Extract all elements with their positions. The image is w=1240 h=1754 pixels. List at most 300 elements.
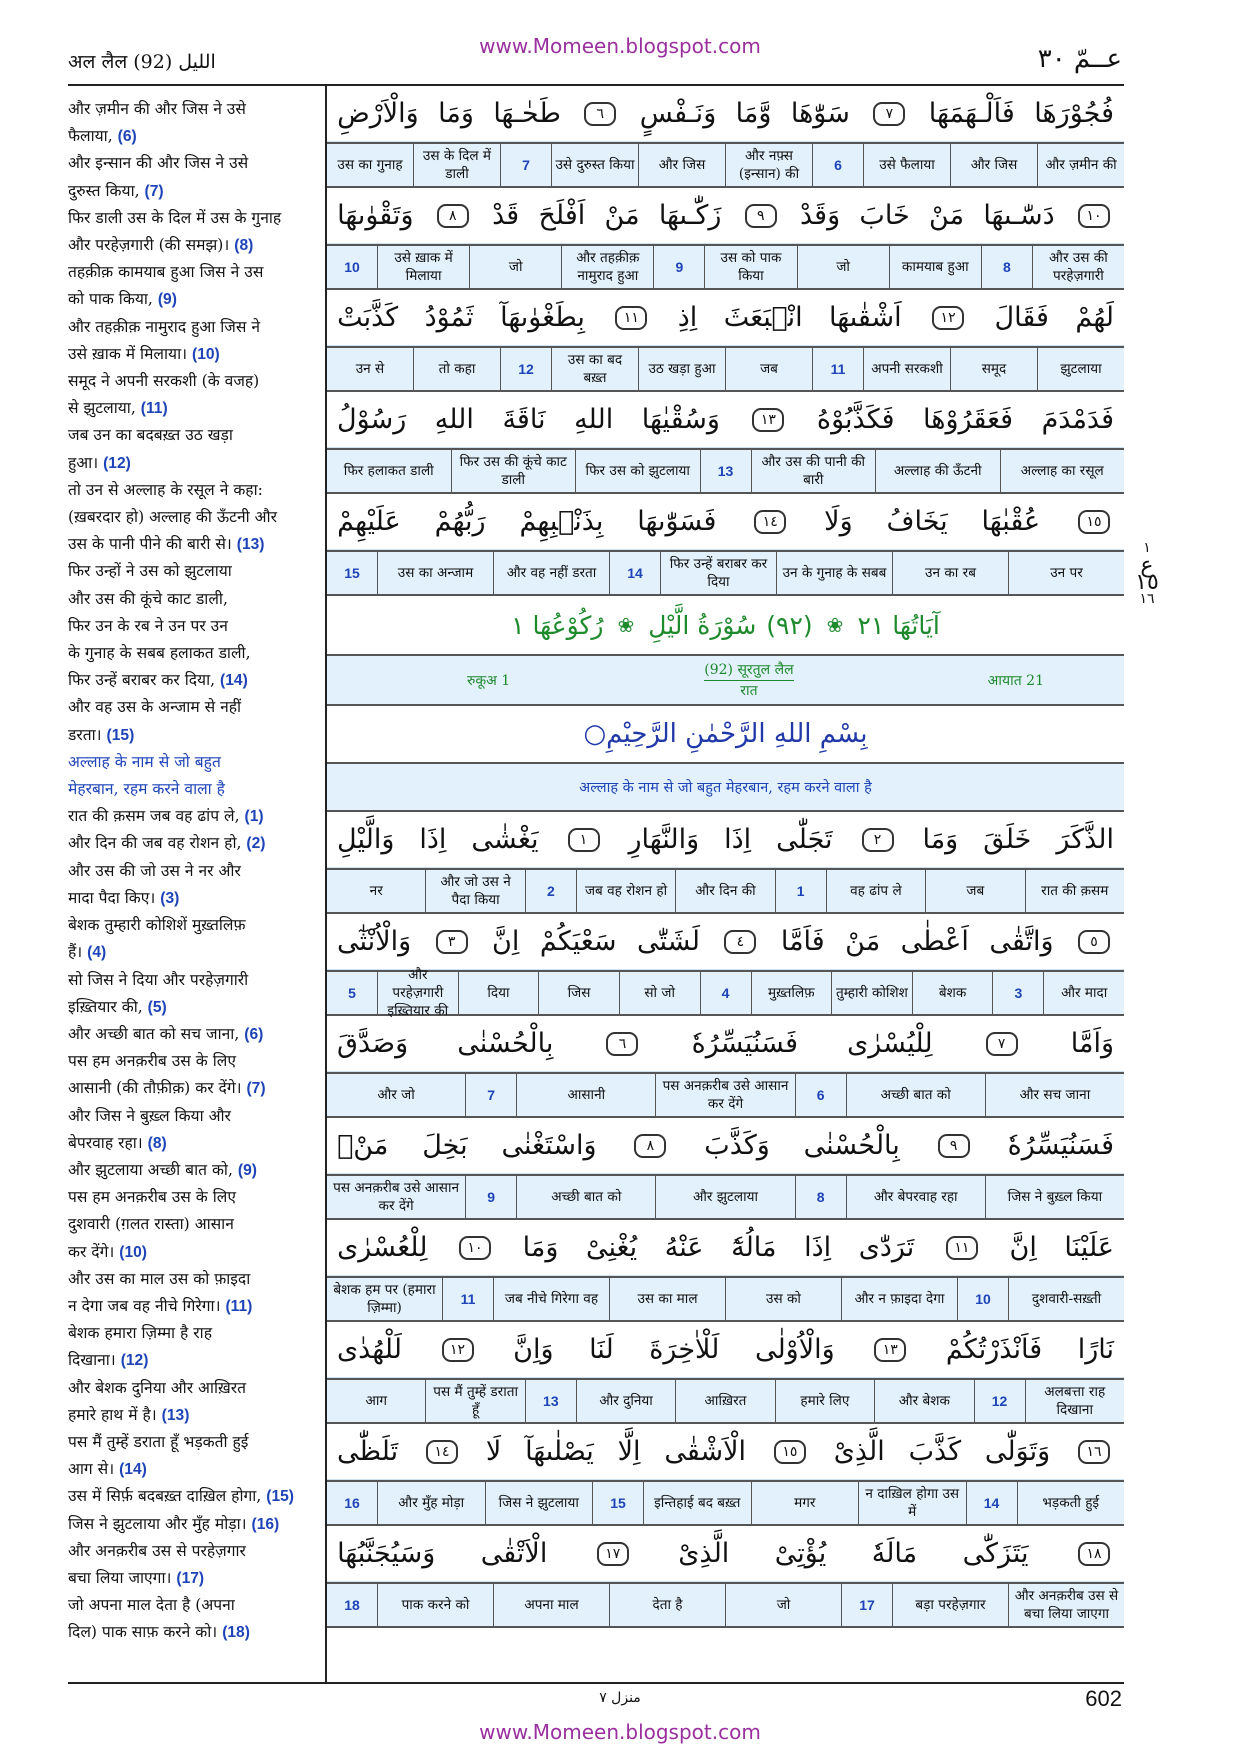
word-translation-cell: और नफ़्स (इन्सान) की <box>725 144 812 186</box>
arabic-word: ثَمُوْدُ <box>424 302 474 333</box>
site-url-bottom[interactable]: www.Momeen.blogspot.com <box>479 1720 761 1744</box>
verse-number: (2) <box>246 835 266 853</box>
word-translation-row <box>327 1174 1124 1220</box>
translation-text: और बेशक दुनिया और आख़िरत <box>68 1378 247 1397</box>
word-translation-cell: अल्लाह की ऊँटनी <box>875 450 1000 492</box>
arabic-word: اِذِ <box>677 302 698 333</box>
arabic-ayah-row <box>327 392 1124 448</box>
word-translation-cell: जिस ने बुख़्ल किया <box>985 1176 1124 1218</box>
ruku-info: रुकूअ 1 <box>467 672 511 689</box>
arabic-word: فَقَالَ <box>994 302 1049 333</box>
verse-number: (16) <box>251 1515 280 1533</box>
word-translation-row <box>327 1276 1124 1322</box>
translation-line <box>68 341 320 368</box>
verse-number: (4) <box>87 944 107 962</box>
verse-number-cell: 7 <box>500 144 551 186</box>
translation-text: फिर उन्हें बराबर कर दिया, <box>68 671 216 690</box>
arabic-word: مَالُهٗٓ <box>731 1232 777 1263</box>
arabic-word: وَتَوَلّٰى <box>984 1436 1051 1467</box>
word-translation-cell: जो <box>797 246 889 288</box>
word-translation-cell: और मुँह मोड़ा <box>377 1482 485 1524</box>
verse-number-cell: 5 <box>348 985 356 1001</box>
word-translation-cell: आग <box>365 1393 387 1409</box>
arabic-word: اَشْقٰىهَا <box>829 302 902 333</box>
verse-number: (8) <box>234 237 254 255</box>
arabic-word: كَذَّبَ <box>908 1436 962 1467</box>
word-translation-cell: दुशवारी-सख़्ती <box>1008 1278 1124 1320</box>
word-translation-cell: जो <box>725 1584 841 1626</box>
flower-icon: ❀ <box>617 613 635 637</box>
arabic-word: وَمَا <box>522 1232 559 1263</box>
word-translation-cell: जो <box>469 246 561 288</box>
ayah-blocks-surah-91 <box>327 86 1124 596</box>
surah-info-row <box>327 656 1124 706</box>
translation-text: जिस ने झुटलाया और मुँह मोड़ा। <box>68 1514 247 1533</box>
translation-line <box>68 1538 320 1565</box>
verse-number-cell: 4 <box>700 972 751 1014</box>
translation-line <box>68 912 320 939</box>
verse-number-cell: 13 <box>700 450 751 492</box>
arabic-word: مَنْ <box>845 926 881 957</box>
arabic-word: سَوّٰهَا <box>790 98 850 129</box>
arabic-word: بِالْحُسْنٰى <box>803 1130 900 1161</box>
ayah-end-marker: ١٦ <box>1078 1440 1110 1464</box>
word-translation-cell: और सच जाना <box>985 1074 1124 1116</box>
translation-text: और इन्सान की और जिस ने उसे <box>68 154 249 173</box>
word-translation-cell: बेशक <box>912 972 993 1014</box>
verse-number-cell: 13 <box>525 1380 576 1422</box>
verse-number: (11) <box>225 1297 253 1315</box>
ayah-end-marker: ٥ <box>1078 930 1110 954</box>
word-translation-row <box>327 967 1124 1019</box>
verse-number-cell: 6 <box>795 1074 846 1116</box>
arabic-ayah-row <box>327 1526 1124 1582</box>
arabic-word: انْۢبَعَثَ <box>723 302 803 333</box>
arabic-word: وَتَقْوٰىهَا <box>337 200 414 231</box>
arabic-word: بِطَغْوٰىهَآ <box>500 302 585 333</box>
bottom-rule <box>68 1682 1124 1684</box>
verse-number-cell: 8 <box>795 1176 846 1218</box>
translation-line <box>68 1293 320 1320</box>
arabic-ayah-row <box>327 494 1124 550</box>
verse-number-cell: 1 <box>775 870 826 912</box>
arabic-ayah-row <box>327 1016 1124 1072</box>
surah-title-arabic: سُوْرَةُ الَّيْلِ <box>648 610 757 640</box>
translation-line <box>68 749 320 776</box>
translation-text: उस में सिर्फ़ बदबख़्त दाख़िल होगा, <box>68 1487 262 1506</box>
verse-number: (10) <box>192 345 220 363</box>
arabic-word: نَاقَةَ <box>502 404 546 435</box>
translation-line <box>68 1184 320 1211</box>
word-translation-cell: पस मैं तुम्हें डराता हूँ <box>425 1380 524 1422</box>
arabic-word: بِذَنْۢبِهِمْ <box>519 506 604 537</box>
arabic-word: وَاتَّقٰى <box>989 926 1054 957</box>
verse-number-cell: 8 <box>981 246 1032 288</box>
word-translation-cell: रात की क़सम <box>1025 870 1124 912</box>
word-translation-cell: उसे दुरुस्त किया <box>551 144 638 186</box>
arabic-word: مَالَهٗ <box>871 1538 918 1569</box>
word-translation-cell: मगर <box>751 1482 859 1524</box>
arabic-word: رَبُّهُمْ <box>434 506 486 537</box>
arabic-word: كَذَّبَتْ <box>337 302 399 333</box>
verse-number-cell: 11 <box>442 1278 493 1320</box>
arabic-word: لَهُمْ <box>1075 302 1114 333</box>
verse-number: (8) <box>147 1134 167 1152</box>
verse-number-cell: 12 <box>500 348 551 390</box>
translation-text: बचा लिया जाएगा। <box>68 1568 172 1587</box>
translation-text: तहक़ीक़ कामयाब हुआ जिस ने उस <box>68 263 264 282</box>
word-translation-cell: जिस ने झुटलाया <box>485 1482 593 1524</box>
translation-text: मेहरबान, रहम करने वाला है <box>68 780 225 799</box>
word-translation-cell: उसे ख़ाक में मिलाया <box>377 246 469 288</box>
verse-number: (9) <box>237 1161 257 1179</box>
verse-number: (13) <box>236 536 265 554</box>
ruku-marker <box>1132 540 1162 608</box>
ayah-end-marker: ١٠ <box>1078 204 1110 228</box>
translation-text: जो अपना माल देता है (अपना <box>68 1596 235 1615</box>
arabic-word: فَسَوّٰىهَا <box>637 506 717 537</box>
ayah-end-marker: ٢ <box>862 828 894 852</box>
arabic-word: وَاِنَّ <box>513 1334 554 1365</box>
word-translation-cell: उसे फैलाया <box>863 144 950 186</box>
translation-line <box>68 1021 320 1048</box>
translation-text: मादा पैदा किए। <box>68 888 156 907</box>
verse-number: (7) <box>246 1080 266 1098</box>
arabic-word: يَغْشٰى <box>471 824 539 855</box>
translation-line <box>68 1048 320 1075</box>
verse-number: (6) <box>117 128 137 146</box>
translation-text: के गुनाह के सबब हलाकत डाली, <box>68 644 251 663</box>
ayah-end-marker: ٧ <box>986 1032 1018 1056</box>
translation-text: दिल) पाक साफ़ करने को। <box>68 1623 218 1642</box>
arabic-word: عَلَيْنَا <box>1064 1232 1114 1263</box>
arabic-word: بِالْحُسْنٰى <box>457 1028 554 1059</box>
arabic-word: اِلَّا <box>617 1436 641 1467</box>
arabic-ayah-row <box>327 1118 1124 1174</box>
translation-line <box>68 1511 320 1538</box>
word-translation-row <box>327 1072 1124 1118</box>
arabic-word: وَسَيُجَنَّبُهَا <box>337 1538 436 1569</box>
verse-number: (7) <box>144 182 164 200</box>
arabic-word: اِذَا <box>804 1232 832 1263</box>
ayah-end-marker: ٦ <box>606 1032 638 1056</box>
word-translation-cell: और बेशक <box>874 1380 973 1422</box>
translation-line <box>68 450 320 477</box>
arabic-word: وَالْاَرْضِ <box>337 98 419 129</box>
arabic-word: يُغْنِىْ <box>585 1232 638 1263</box>
arabic-word: طَحٰـهَا <box>493 98 561 129</box>
arabic-word: وَالَّيْلِ <box>337 824 395 855</box>
word-translation-cell: उस के दिल में डाली <box>413 144 500 186</box>
translation-line <box>68 368 320 395</box>
translation-text: बेपरवाह रहा। <box>68 1133 143 1152</box>
word-translation-cell: फिर उस की कूंचे काट डाली <box>451 450 576 492</box>
word-translation-cell: अल्लाह का रसूल <box>1000 450 1125 492</box>
word-translation-cell: सो जो <box>619 972 700 1014</box>
verse-number: (14) <box>220 672 248 690</box>
arabic-ayah-row <box>327 914 1124 970</box>
translation-line <box>68 178 320 205</box>
translation-text: न देगा जब वह नीचे गिरेगा। <box>68 1296 221 1315</box>
verse-number-cell: 7 <box>465 1074 516 1116</box>
verse-number-cell: 18 <box>344 1597 360 1613</box>
word-translation-cell: उस का माल <box>609 1278 725 1320</box>
verse-number-cell: 10 <box>957 1278 1008 1320</box>
arabic-word: اللهِ <box>574 404 614 435</box>
translation-line <box>68 1592 320 1619</box>
arabic-word: زَكّٰـىهَا <box>658 200 722 231</box>
arabic-word: عُقْبٰهَا <box>981 506 1041 537</box>
translation-line <box>68 259 320 286</box>
arabic-word: وَّمَا <box>735 98 772 129</box>
ayah-end-marker: ١١ <box>615 306 647 330</box>
translation-text: कर देंगे। <box>68 1242 115 1261</box>
translation-line <box>68 1565 320 1592</box>
word-translation-row <box>327 346 1124 392</box>
translation-line <box>68 1619 320 1646</box>
word-translation-cell: नर <box>369 883 383 899</box>
arabic-word: اللهِ <box>434 404 474 435</box>
juz-header: عــمّ ٣٠ <box>1037 44 1122 74</box>
translation-text: आग से। <box>68 1460 115 1479</box>
ayah-end-marker: ١٤ <box>754 510 786 534</box>
arabic-word: وَسُقْيٰهَا <box>641 404 720 435</box>
bismillah-arabic: بِسْمِ اللهِ الرَّحْمٰنِ الرَّحِيْمِ○ <box>327 706 1124 764</box>
word-translation-cell: उस को पाक किया <box>704 246 796 288</box>
ayah-end-marker: ١٣ <box>752 408 784 432</box>
arabic-word: لِلْعُسْرٰى <box>337 1232 428 1263</box>
ruku-marker-bottom: ١٦ <box>1139 591 1155 607</box>
translation-text: दिखाना। <box>68 1351 116 1370</box>
word-translation-row <box>327 550 1124 596</box>
translation-text: पस हम अनक़रीब उस के लिए <box>68 1052 236 1071</box>
word-translation-cell: जब <box>925 870 1024 912</box>
translation-line <box>68 1157 320 1184</box>
arabic-word: فَاَلْـهَمَهَا <box>928 98 1015 129</box>
translation-line <box>68 1266 320 1293</box>
ayah-end-marker: ٨ <box>437 204 469 228</box>
translation-line <box>68 477 320 504</box>
word-translation-cell: और उस की परहेज़गारी <box>1032 246 1124 288</box>
word-translation-cell: फिर उस को झुटलाया <box>575 450 700 492</box>
arabic-word: فَاَمَّا <box>780 926 825 957</box>
arabic-word: فَعَقَرُوْهَا <box>923 404 1014 435</box>
arabic-word: تَلَظّٰى <box>337 1436 399 1467</box>
arabic-word: الْاَتْقٰى <box>480 1538 548 1569</box>
arabic-word: لَشَتّٰى <box>636 926 700 957</box>
ayah-end-marker: ١٥ <box>774 1440 806 1464</box>
arabic-word: الَّذِىْ <box>678 1538 730 1569</box>
translation-line <box>68 1429 320 1456</box>
ayah-end-marker: ١٥ <box>1078 510 1110 534</box>
arabic-word: لَنَا <box>589 1334 614 1365</box>
arabic-word: وَنَـفْسٍ <box>639 98 717 129</box>
word-translation-cell: जब नीचे गिरेगा वह <box>493 1278 609 1320</box>
translation-line <box>68 1402 320 1429</box>
verse-number: (3) <box>160 889 180 907</box>
translation-text: और अच्छी बात को सच जाना, <box>68 1024 240 1043</box>
word-translation-cell: फिर हलाकत डाली <box>343 463 434 479</box>
translation-line <box>68 150 320 177</box>
translation-line <box>68 1130 320 1157</box>
arabic-word: سَعْيَكُمْ <box>539 926 617 957</box>
translation-text: हुआ। <box>68 453 99 472</box>
word-translation-cell: कामयाब हुआ <box>889 246 981 288</box>
word-translation-row <box>327 868 1124 914</box>
translation-text: (ख़बरदार हो) अल्लाह की ऊँटनी और <box>68 508 277 527</box>
surah-name-info <box>704 660 793 701</box>
translation-text: से झुटलाया, <box>68 399 136 418</box>
word-translation-cell: आसानी <box>516 1074 655 1116</box>
translation-text: दुरुस्त किया, <box>68 181 140 200</box>
arabic-word: وَقَدْ <box>800 200 841 231</box>
translation-line <box>68 1456 320 1483</box>
ayah-end-marker: ٩ <box>938 1134 970 1158</box>
word-translation-cell: और ज़मीन की <box>1037 144 1124 186</box>
translation-line <box>68 1375 320 1402</box>
ayah-end-marker: ٧ <box>873 102 905 126</box>
arabic-word: خَلَقَ <box>983 824 1032 855</box>
translation-text: और झुटलाया अच्छी बात को, <box>68 1160 233 1179</box>
word-translation-cell: अच्छी बात को <box>846 1074 985 1116</box>
translation-line <box>68 613 320 640</box>
arabic-word: اِذَا <box>419 824 447 855</box>
translation-text: फिर डाली उस के दिल में उस के गुनाह <box>68 208 282 227</box>
word-translation-cell: बड़ा परहेज़गार <box>892 1584 1008 1626</box>
word-translation-cell: हमारे लिए <box>775 1380 874 1422</box>
surah-meaning: रात <box>740 682 758 699</box>
verse-number: (11) <box>140 400 168 418</box>
word-translation-cell: उस का बद बख़्त <box>551 348 638 390</box>
verse-number: (17) <box>176 1569 205 1587</box>
translation-text: पस हम अनक़रीब उस के लिए <box>68 1188 236 1207</box>
word-translation-cell: और मादा <box>1043 972 1124 1014</box>
word-translation-cell: इन्तिहाई बद बख़्त <box>643 1482 751 1524</box>
word-translation-row <box>327 244 1124 290</box>
word-translation-cell: उस का अन्जाम <box>377 552 493 594</box>
ayah-blocks-surah-92 <box>327 812 1124 1628</box>
verse-number-cell: 10 <box>344 259 360 275</box>
translation-text: दुशवारी (ग़लत रास्ता) आसान <box>68 1215 234 1234</box>
ayah-end-marker: ١٧ <box>597 1542 629 1566</box>
translation-line <box>68 722 320 749</box>
ayah-end-marker: ١٠ <box>459 1236 491 1260</box>
arabic-word: فَسَنُيَسِّرُهٗ <box>1007 1130 1114 1161</box>
arabic-ayah-row <box>327 1424 1124 1480</box>
translation-text: समूद ने अपनी सरकशी (के वजह) <box>68 372 260 391</box>
ruku-marker-mid: ع ١٥ <box>1135 553 1159 595</box>
arabic-word: دَسّٰـىهَا <box>983 200 1055 231</box>
verse-number-cell: 16 <box>344 1495 360 1511</box>
verse-number: (9) <box>157 291 177 309</box>
translation-line <box>68 586 320 613</box>
translation-line <box>68 640 320 667</box>
word-translation-cell: पाक करने को <box>377 1584 493 1626</box>
arabic-word: فُجُوْرَهَا <box>1034 98 1114 129</box>
arabic-word: اِنَّ <box>1009 1232 1037 1263</box>
verse-number-cell: 6 <box>812 144 863 186</box>
word-translation-cell: उस का गुनाह <box>337 157 403 173</box>
translation-line <box>68 205 320 232</box>
word-translation-cell: वह ढांप ले <box>826 870 925 912</box>
translation-text: इख़्तियार की, <box>68 997 143 1016</box>
translation-line <box>68 1075 320 1102</box>
word-translation-cell: और जिस <box>638 144 725 186</box>
verse-number-cell: 3 <box>992 972 1043 1014</box>
arabic-ayah-row <box>327 86 1124 142</box>
translation-line <box>68 531 320 558</box>
arabic-ayah-row <box>327 1322 1124 1378</box>
word-translation-cell: और परहेज़गारी इख़्तियार की <box>377 972 458 1014</box>
ayah-end-marker: ١٢ <box>932 306 964 330</box>
translation-text: उस के पानी पीने की बारी से। <box>68 535 232 554</box>
verse-number: (12) <box>103 454 131 472</box>
verse-number-cell: 15 <box>592 1482 643 1524</box>
translation-text: और जिस ने बुख़्ल किया और <box>68 1106 231 1125</box>
translation-line <box>68 1103 320 1130</box>
ruku-count: رُكُوْعُهَا ١ <box>511 610 604 640</box>
translation-text: बेशक हमारा ज़िम्मा है राह <box>68 1324 212 1343</box>
translation-line <box>68 994 320 1021</box>
arabic-word: لِلْيُسْرٰى <box>847 1028 933 1059</box>
arabic-word: يُؤْتِىْ <box>774 1538 827 1569</box>
translation-line <box>68 967 320 994</box>
site-url-top[interactable]: www.Momeen.blogspot.com <box>479 34 761 58</box>
hindi-translation-column <box>68 96 320 1647</box>
arabic-ayah-row <box>327 188 1124 244</box>
ayah-end-marker: ٦ <box>584 102 616 126</box>
translation-text: फैलाया, <box>68 127 113 146</box>
arabic-word: وَاَمَّا <box>1070 1028 1114 1059</box>
translation-text: और वह उस के अन्जाम से नहीं <box>68 698 242 717</box>
arabic-word: وَمَا <box>438 98 474 129</box>
translation-line <box>68 858 320 885</box>
arabic-word: بَخِلَ <box>422 1130 468 1161</box>
word-translation-cell: पस अनक़रीब उसे आसान कर देंगे <box>333 1180 460 1214</box>
word-translation-cell: देता है <box>609 1584 725 1626</box>
translation-line <box>68 1239 320 1266</box>
arabic-word: تَرَدّٰى <box>858 1232 915 1263</box>
translation-text: अल्लाह के नाम से जो बहुत <box>68 752 221 771</box>
arabic-word: اِنَّ <box>492 926 520 957</box>
arabic-word: اَفْلَحَ <box>538 200 586 231</box>
word-translation-cell: अपनी सरकशी <box>863 348 950 390</box>
ayah-end-marker: ١٢ <box>442 1338 474 1362</box>
arabic-word: وَالْاُوْلٰى <box>754 1334 835 1365</box>
arabic-word: الْاَشْقٰى <box>664 1436 747 1467</box>
translation-text: और उस का माल उस को फ़ाइदा <box>68 1269 251 1288</box>
word-translation-cell: जब <box>725 348 812 390</box>
arabic-word: قَدْ <box>492 200 520 231</box>
translation-text: डरता। <box>68 725 102 744</box>
ayah-end-marker: ٨ <box>634 1134 666 1158</box>
verse-number-cell: 15 <box>344 565 360 581</box>
translation-text: जब उन का बदबख़्त उठ खड़ा <box>68 426 233 445</box>
verse-number-cell: 9 <box>653 246 704 288</box>
word-translation-cell: तो कहा <box>413 348 500 390</box>
verse-number: (10) <box>119 1243 147 1261</box>
word-translation-cell: और अनक़रीब उस से बचा लिया जाएगा <box>1008 1584 1124 1626</box>
arabic-word: وَاسْتَغْنٰى <box>501 1130 597 1161</box>
word-translation-cell: और जो उस ने पैदा किया <box>425 870 524 912</box>
word-translation-cell: उन के गुनाह के सबब <box>776 552 892 594</box>
ayat-count: آيَاتُهَا ٢١ <box>857 610 940 640</box>
arabic-word: رَسُوْلُ <box>337 404 407 435</box>
manzil-label: منزل ٧ <box>599 1690 641 1706</box>
word-translation-cell: न दाख़िल होगा उस में <box>858 1482 966 1524</box>
word-translation-cell: अच्छी बात को <box>516 1176 655 1218</box>
arabic-word: مَنْۢ <box>337 1130 389 1161</box>
